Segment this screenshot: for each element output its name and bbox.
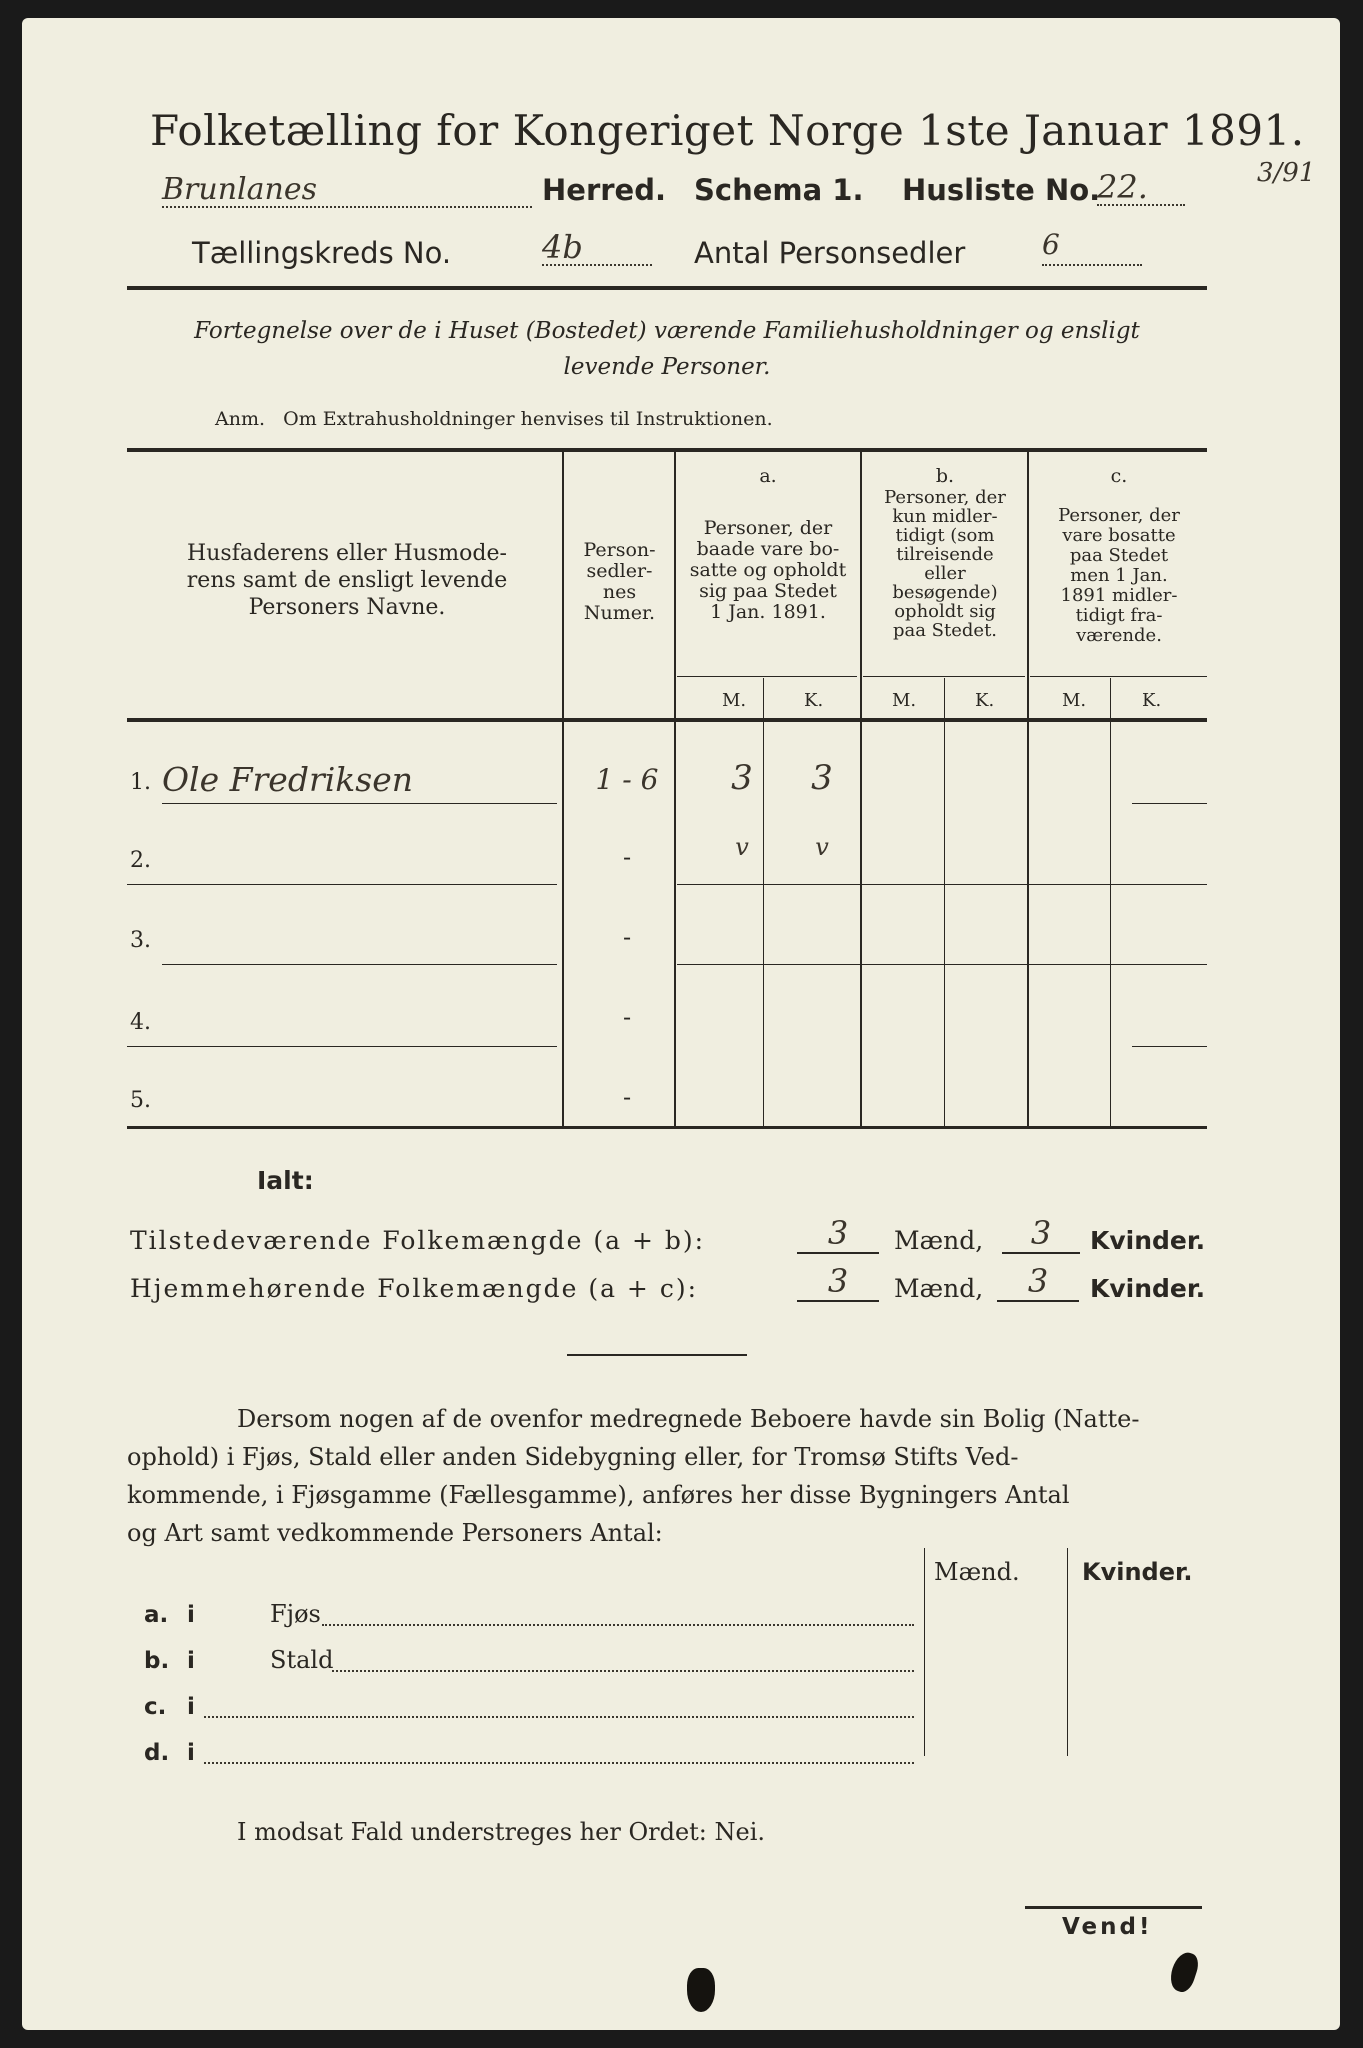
tilstede-m: 3 [797, 1214, 879, 1254]
census-form-page [22, 18, 1340, 2030]
tilstede-k: 3 [1002, 1214, 1080, 1254]
col-header-a [678, 518, 858, 623]
ialt-label: Ialt: [257, 1166, 314, 1195]
building-dots [322, 1618, 914, 1626]
col-name-line: Personers Navne. [248, 595, 446, 620]
buildings-col-maend: Mænd. [934, 1558, 1020, 1586]
anm-note: Anm. Om Extrahusholdninger henvises til Instruktionen. [215, 408, 773, 430]
kreds-value: 4b [542, 228, 652, 266]
col-header-b [864, 488, 1026, 640]
col-c-line: vare bosatte [1062, 525, 1176, 546]
row-rule [127, 1046, 557, 1047]
col-c-letter: c. [1110, 465, 1128, 487]
row-name: Ole Fredriksen [162, 760, 413, 799]
building-label: Fjøs [270, 1600, 321, 1628]
b-sub-rule [863, 676, 1025, 677]
buildings-paragraph [127, 1400, 1207, 1552]
building-i: i [187, 1694, 195, 1720]
buildings-para-line: kommende, i Fjøsgamme (Fællesgamme), anføres her disse Bygningers Antal [127, 1481, 1070, 1509]
margin-note: 3/91 [1257, 158, 1316, 188]
col-name-line: rens samt de ensligt levende [186, 568, 508, 593]
ink-blot [687, 1968, 715, 2012]
row-rule [162, 964, 557, 965]
table-top-rule [127, 448, 1207, 452]
husliste-label: Husliste No. [902, 173, 1101, 207]
tilstede-maend: Mænd, [894, 1226, 984, 1255]
form-title: Folketælling for Kongeriget Norge 1ste Januar 1891. [150, 106, 1305, 155]
col-rule-a-mk [763, 678, 764, 1128]
col-c-line: men 1 Jan. [1070, 565, 1168, 586]
a-m-header: M. [722, 690, 747, 711]
col-b-line: paa Stedet. [892, 620, 998, 641]
b-k-header: K. [975, 690, 995, 711]
tilstede-label: Tilstedeværende Folkemængde (a + b): [130, 1226, 706, 1255]
col-b-line: kun midler- [892, 506, 998, 527]
buildings-col-kvinder: Kvinder. [1082, 1558, 1193, 1586]
col-b-letter: b. [935, 465, 955, 487]
row-a-k: v [815, 833, 829, 861]
col-b-line: tilreisende [896, 544, 994, 565]
row-numer: - [622, 923, 632, 951]
col-b-line: opholdt sig [894, 601, 996, 622]
col-a-letter: a. [759, 465, 777, 487]
row-rule [162, 803, 557, 804]
building-dots [204, 1710, 914, 1718]
building-i: i [187, 1648, 195, 1674]
col-c-line: Personer, der [1058, 505, 1180, 526]
col-rule-b [1027, 452, 1029, 1128]
herred-value: Brunlanes [162, 172, 532, 208]
row-rule [677, 884, 1207, 885]
row-rule [127, 884, 557, 885]
row-numer: 1 - 6 [595, 763, 659, 796]
col-rule-b-mk [944, 678, 945, 1128]
building-dots [332, 1664, 914, 1672]
building-letter: a. [144, 1602, 169, 1628]
hjemme-label: Hjemmehørende Folkemængde (a + c): [130, 1274, 698, 1303]
vend-label: Vend! [1062, 1914, 1153, 1940]
buildings-para-line: og Art samt vedkommende Personers Antal: [127, 1519, 663, 1547]
header-rule [127, 286, 1207, 290]
intro-heading-line2: levende Personer. [563, 354, 771, 380]
hjemme-kvinder: Kvinder. [1090, 1274, 1206, 1303]
col-a-line: 1 Jan. 1891. [710, 601, 826, 623]
nei-note: I modsat Fald understreges her Ordet: Nei. [237, 1818, 766, 1846]
row-rule [1132, 1046, 1207, 1047]
section-divider [567, 1354, 747, 1356]
col-b-line: tidigt (som [895, 525, 995, 546]
buildings-para-line: ophold) i Fjøs, Stald eller anden Sidebygning eller, for Tromsø Stifts Ved- [127, 1443, 1019, 1471]
buildings-rule [1067, 1548, 1068, 1756]
row-a-k: 3 [811, 758, 833, 798]
col-numer-line: sedler- [586, 560, 653, 582]
col-name-line: Husfaderens eller Husmode- [187, 541, 507, 566]
col-b-line: eller [924, 563, 966, 584]
herred-label: Herred. [542, 173, 666, 207]
col-a-line: baade vare bo- [696, 538, 840, 560]
col-b-line: besøgende) [892, 582, 998, 603]
col-c-line: tidigt fra- [1075, 605, 1163, 626]
c-k-header: K. [1142, 690, 1162, 711]
building-i: i [187, 1602, 195, 1628]
table-header-rule [127, 718, 1207, 722]
row-a-m: 3 [731, 758, 753, 798]
col-c-line: 1891 midler- [1060, 585, 1178, 606]
row-rule [1132, 803, 1207, 804]
col-rule-numer [674, 452, 676, 1128]
building-letter: c. [144, 1694, 167, 1720]
col-a-line: sig paa Stedet [699, 580, 837, 602]
hjemme-k: 3 [997, 1262, 1079, 1302]
row-rule [677, 964, 1207, 965]
schema-label: Schema 1. [694, 173, 864, 207]
col-header-name [142, 540, 552, 621]
a-k-header: K. [804, 690, 824, 711]
building-letter: b. [144, 1648, 170, 1674]
hjemme-maend: Mænd, [894, 1274, 984, 1303]
col-numer-line: Numer. [583, 602, 656, 624]
col-rule-a [860, 452, 862, 1128]
a-sub-rule [677, 676, 857, 677]
col-header-numer [567, 540, 672, 624]
b-m-header: M. [892, 690, 917, 711]
hjemme-m: 3 [797, 1262, 879, 1302]
col-c-line: værende. [1076, 625, 1162, 646]
building-letter: d. [144, 1740, 170, 1766]
col-numer-line: nes [602, 581, 637, 603]
c-m-header: M. [1062, 690, 1087, 711]
intro-heading-line1: Fortegnelse over de i Huset (Bostedet) værende Familiehusholdninger og ensligt [194, 318, 1140, 344]
col-c-line: paa Stedet [1069, 545, 1169, 566]
row-number: 2. [130, 848, 151, 873]
tilstede-kvinder: Kvinder. [1090, 1226, 1206, 1255]
col-a-line: Personer, der [703, 517, 833, 539]
row-number: 3. [130, 928, 151, 953]
vend-rule [1025, 1906, 1202, 1909]
building-dots [204, 1756, 914, 1764]
col-rule-c-mk [1110, 678, 1111, 1128]
row-number: 1. [130, 770, 151, 795]
col-rule-name [562, 452, 564, 1128]
table-bottom-rule [127, 1126, 1207, 1129]
antal-label: Antal Personsedler [694, 236, 966, 270]
col-a-line: satte og opholdt [689, 559, 847, 581]
row-number: 5. [130, 1088, 151, 1113]
row-numer: - [622, 1003, 632, 1031]
row-a-m: v [735, 833, 749, 861]
building-i: i [187, 1740, 195, 1766]
c-sub-rule [1030, 676, 1207, 677]
antal-value: 6 [1042, 228, 1142, 266]
ink-blot [1166, 1949, 1201, 1994]
buildings-rule [924, 1548, 925, 1756]
row-numer: - [622, 1083, 632, 1111]
col-b-line: Personer, der [884, 487, 1006, 508]
col-header-c [1030, 506, 1208, 646]
buildings-para-line: Dersom nogen af de ovenfor medregnede Beboere havde sin Bolig (Natte- [237, 1405, 1140, 1433]
row-number: 4. [130, 1010, 151, 1035]
row-numer: - [622, 843, 632, 871]
kreds-label: Tællingskreds No. [192, 236, 452, 270]
building-label: Stald [270, 1646, 334, 1674]
husliste-value: 22. [1097, 168, 1185, 206]
col-numer-line: Person- [583, 539, 656, 561]
